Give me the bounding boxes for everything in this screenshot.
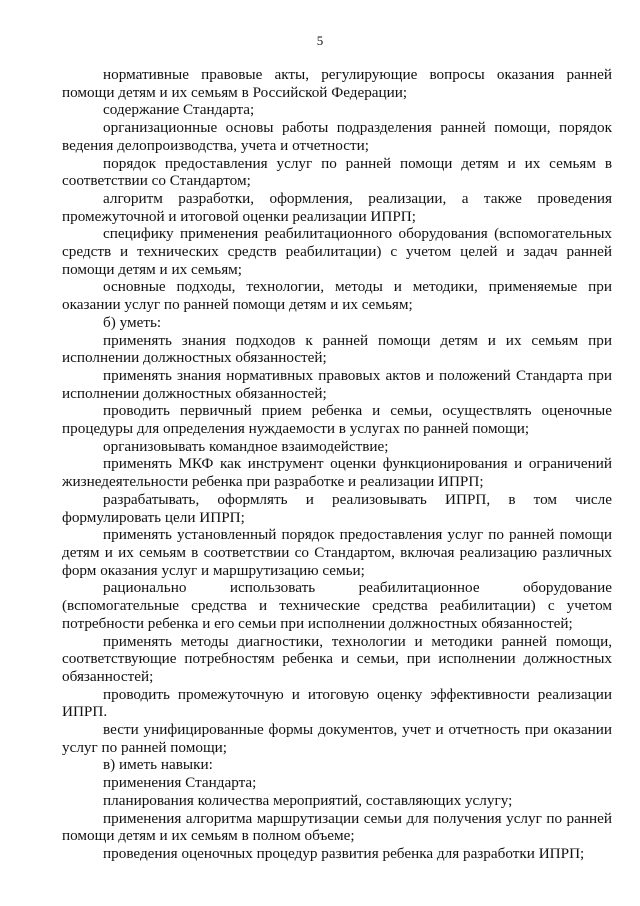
section-heading: б) уметь:	[103, 313, 162, 331]
section-heading: в) иметь навыки:	[103, 756, 213, 774]
document-body	[62, 66, 612, 863]
paragraph: применения Стандарта;	[103, 774, 257, 792]
paragraph: применять знания нормативных правовых актов и положений Стандарта при исполнении должностных обязанностей;	[62, 366, 612, 402]
paragraph: планирования количества мероприятий, составляющих услугу;	[103, 791, 513, 809]
paragraph: применять методы диагностики, технологии и методики ранней помощи, соответствующие потребностям ребенка и семьи, при исполнении должностных обязанностей;	[62, 632, 612, 685]
paragraph: проводить промежуточную и итоговую оценку эффективности реализации ИПРП.	[62, 685, 612, 721]
paragraph: организационные основы работы подразделения ранней помощи, порядок ведения делопроизводства, учета и отчетности;	[62, 119, 612, 154]
paragraph: нормативные правовые акты, регулирующие вопросы оказания ранней помощи детям и их семьям в Российской Федерации;	[62, 66, 612, 101]
paragraph: проводить первичный прием ребенка и семьи, осуществлять оценочные процедуры для определения нуждаемости в услугах по ранней помощи;	[62, 402, 612, 438]
paragraph: применять знания подходов к ранней помощи детям и их семьям при исполнении должностных обязанностей;	[62, 331, 612, 367]
paragraph: специфику применения реабилитационного оборудования (вспомогательных средств и технических средств реабилитации) с учетом целей и задач ранней помощи детям и их семьям;	[62, 225, 612, 278]
paragraph: рационально использовать реабилитационное оборудование (вспомогательные средства и технические средства реабилитации) с учетом потребности ребенка и его семьи при исполнении должностных обязанностей;	[62, 579, 612, 632]
paragraph: проведения оценочных процедур развития ребенка для разработки ИПРП;	[103, 844, 585, 862]
paragraph: порядок предоставления услуг по ранней помощи детям и их семьям в соответствии со Стандартом;	[62, 154, 612, 190]
paragraph: применения алгоритма маршрутизации семьи для получения услуг по ранней помощи детям и их семьям в полном объеме;	[62, 809, 612, 845]
paragraph: применять установленный порядок предоставления услуг по ранней помощи детям и их семьям в соответствии со Стандартом, включая реализацию различных форм оказания услуг и маршрутизацию семьи;	[62, 526, 612, 579]
paragraph: содержание Стандарта;	[103, 101, 255, 119]
paragraph: организовывать командное взаимодействие;	[103, 437, 389, 455]
paragraph: вести унифицированные формы документов, учет и отчетность при оказании услуг по ранней помощи;	[62, 721, 612, 756]
paragraph: разрабатывать, оформлять и реализовывать ИПРП, в том числе формулировать цели ИПРП;	[62, 490, 612, 526]
page-number: 5	[316, 33, 324, 48]
paragraph: основные подходы, технологии, методы и методики, применяемые при оказании услуг по ранней помощи детям и их семьям;	[62, 278, 612, 314]
paragraph: применять МКФ как инструмент оценки функционирования и ограничений жизнедеятельности ребенка при разработке и реализации ИПРП;	[62, 455, 612, 491]
paragraph: алгоритм разработки, оформления, реализации, а также проведения промежуточной и итоговой оценки реализации ИПРП;	[62, 189, 612, 225]
